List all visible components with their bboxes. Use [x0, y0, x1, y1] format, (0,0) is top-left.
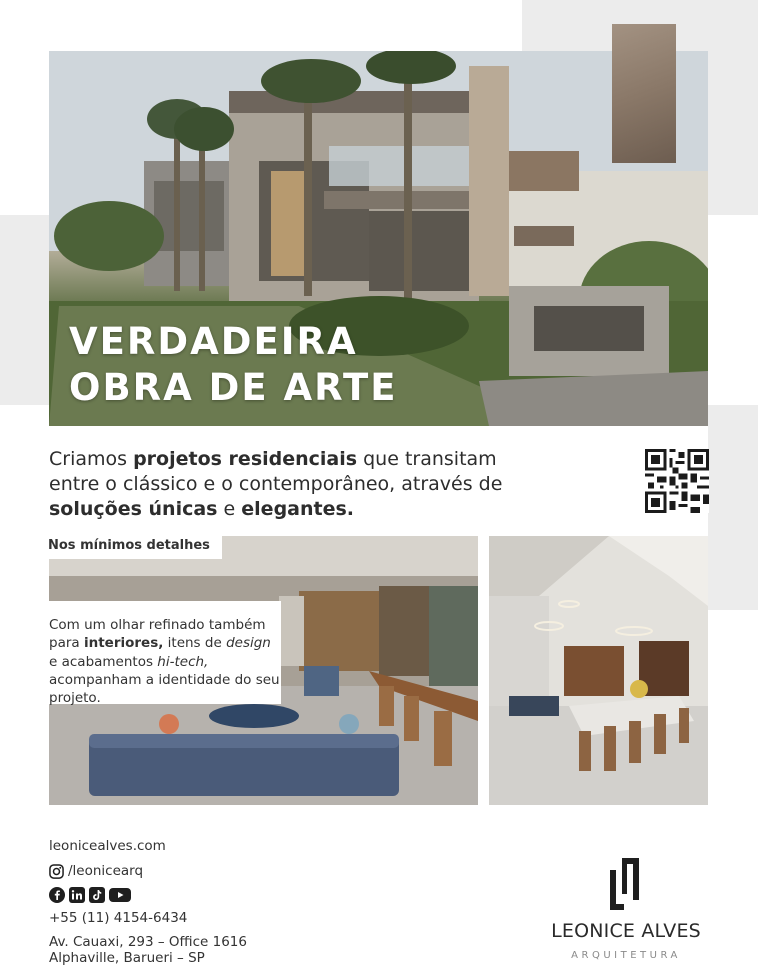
tiktok-icon[interactable]	[89, 887, 105, 903]
address-line-2: Alphaville, Barueri – SP	[49, 950, 205, 966]
youtube-icon[interactable]	[109, 887, 131, 903]
brand-mark-icon	[610, 858, 640, 912]
intro-bold-2: soluções únicas	[49, 498, 218, 520]
hero-title	[69, 319, 398, 411]
intro-text-2: que transitam entre o clássico e o contemporâneo, através de	[49, 448, 503, 495]
linkedin-icon[interactable]	[69, 887, 85, 903]
interiors-caption-box	[40, 601, 281, 707]
qr-code-icon[interactable]	[645, 449, 709, 513]
facebook-icon[interactable]	[49, 887, 65, 903]
brand-name: LEONICE ALVES	[551, 920, 701, 942]
background-block-right	[708, 405, 758, 610]
intro-text-1: Criamos	[49, 448, 134, 470]
address-line-1: Av. Cauaxi, 293 – Office 1616	[49, 934, 247, 950]
background-block-left	[0, 215, 49, 405]
instagram-icon	[49, 864, 64, 879]
interiors-text-3: e acabamentos	[49, 653, 158, 670]
interiors-text-4: acompanham a identidade do seu projeto.	[49, 671, 280, 707]
interiors-bold-1: interiores,	[83, 635, 164, 652]
social-icons	[49, 887, 131, 903]
hero-title-line1: VERDADEIRA	[69, 320, 358, 363]
intro-text-3: e	[217, 498, 242, 520]
instagram-handle: /leonicearq	[68, 863, 144, 879]
interiors-italic-1: design	[226, 635, 271, 652]
section-tag: Nos mínimos detalhes	[40, 533, 222, 559]
intro-bold-1: projetos residenciais	[133, 448, 358, 470]
hero-photo	[49, 51, 708, 426]
instagram-row[interactable]	[49, 863, 143, 879]
brand-subtitle: ARQUITETURA	[571, 950, 681, 961]
accent-bar	[612, 24, 676, 163]
interiors-text-1: Com um olhar refinado também para	[49, 617, 266, 652]
interiors-text-2: itens de	[163, 635, 227, 652]
intro-bold-3: elegantes.	[241, 498, 355, 520]
interiors-italic-2: hi-tech,	[157, 653, 209, 670]
website-link[interactable]: leonicealves.com	[49, 838, 166, 854]
hero-title-line2: OBRA DE ARTE	[69, 366, 398, 409]
phone-number[interactable]: +55 (11) 4154-6434	[49, 910, 188, 926]
brand-logo	[544, 858, 708, 968]
intro-paragraph	[49, 447, 509, 522]
interiors-caption	[49, 616, 281, 707]
dining-room-photo	[489, 536, 708, 805]
